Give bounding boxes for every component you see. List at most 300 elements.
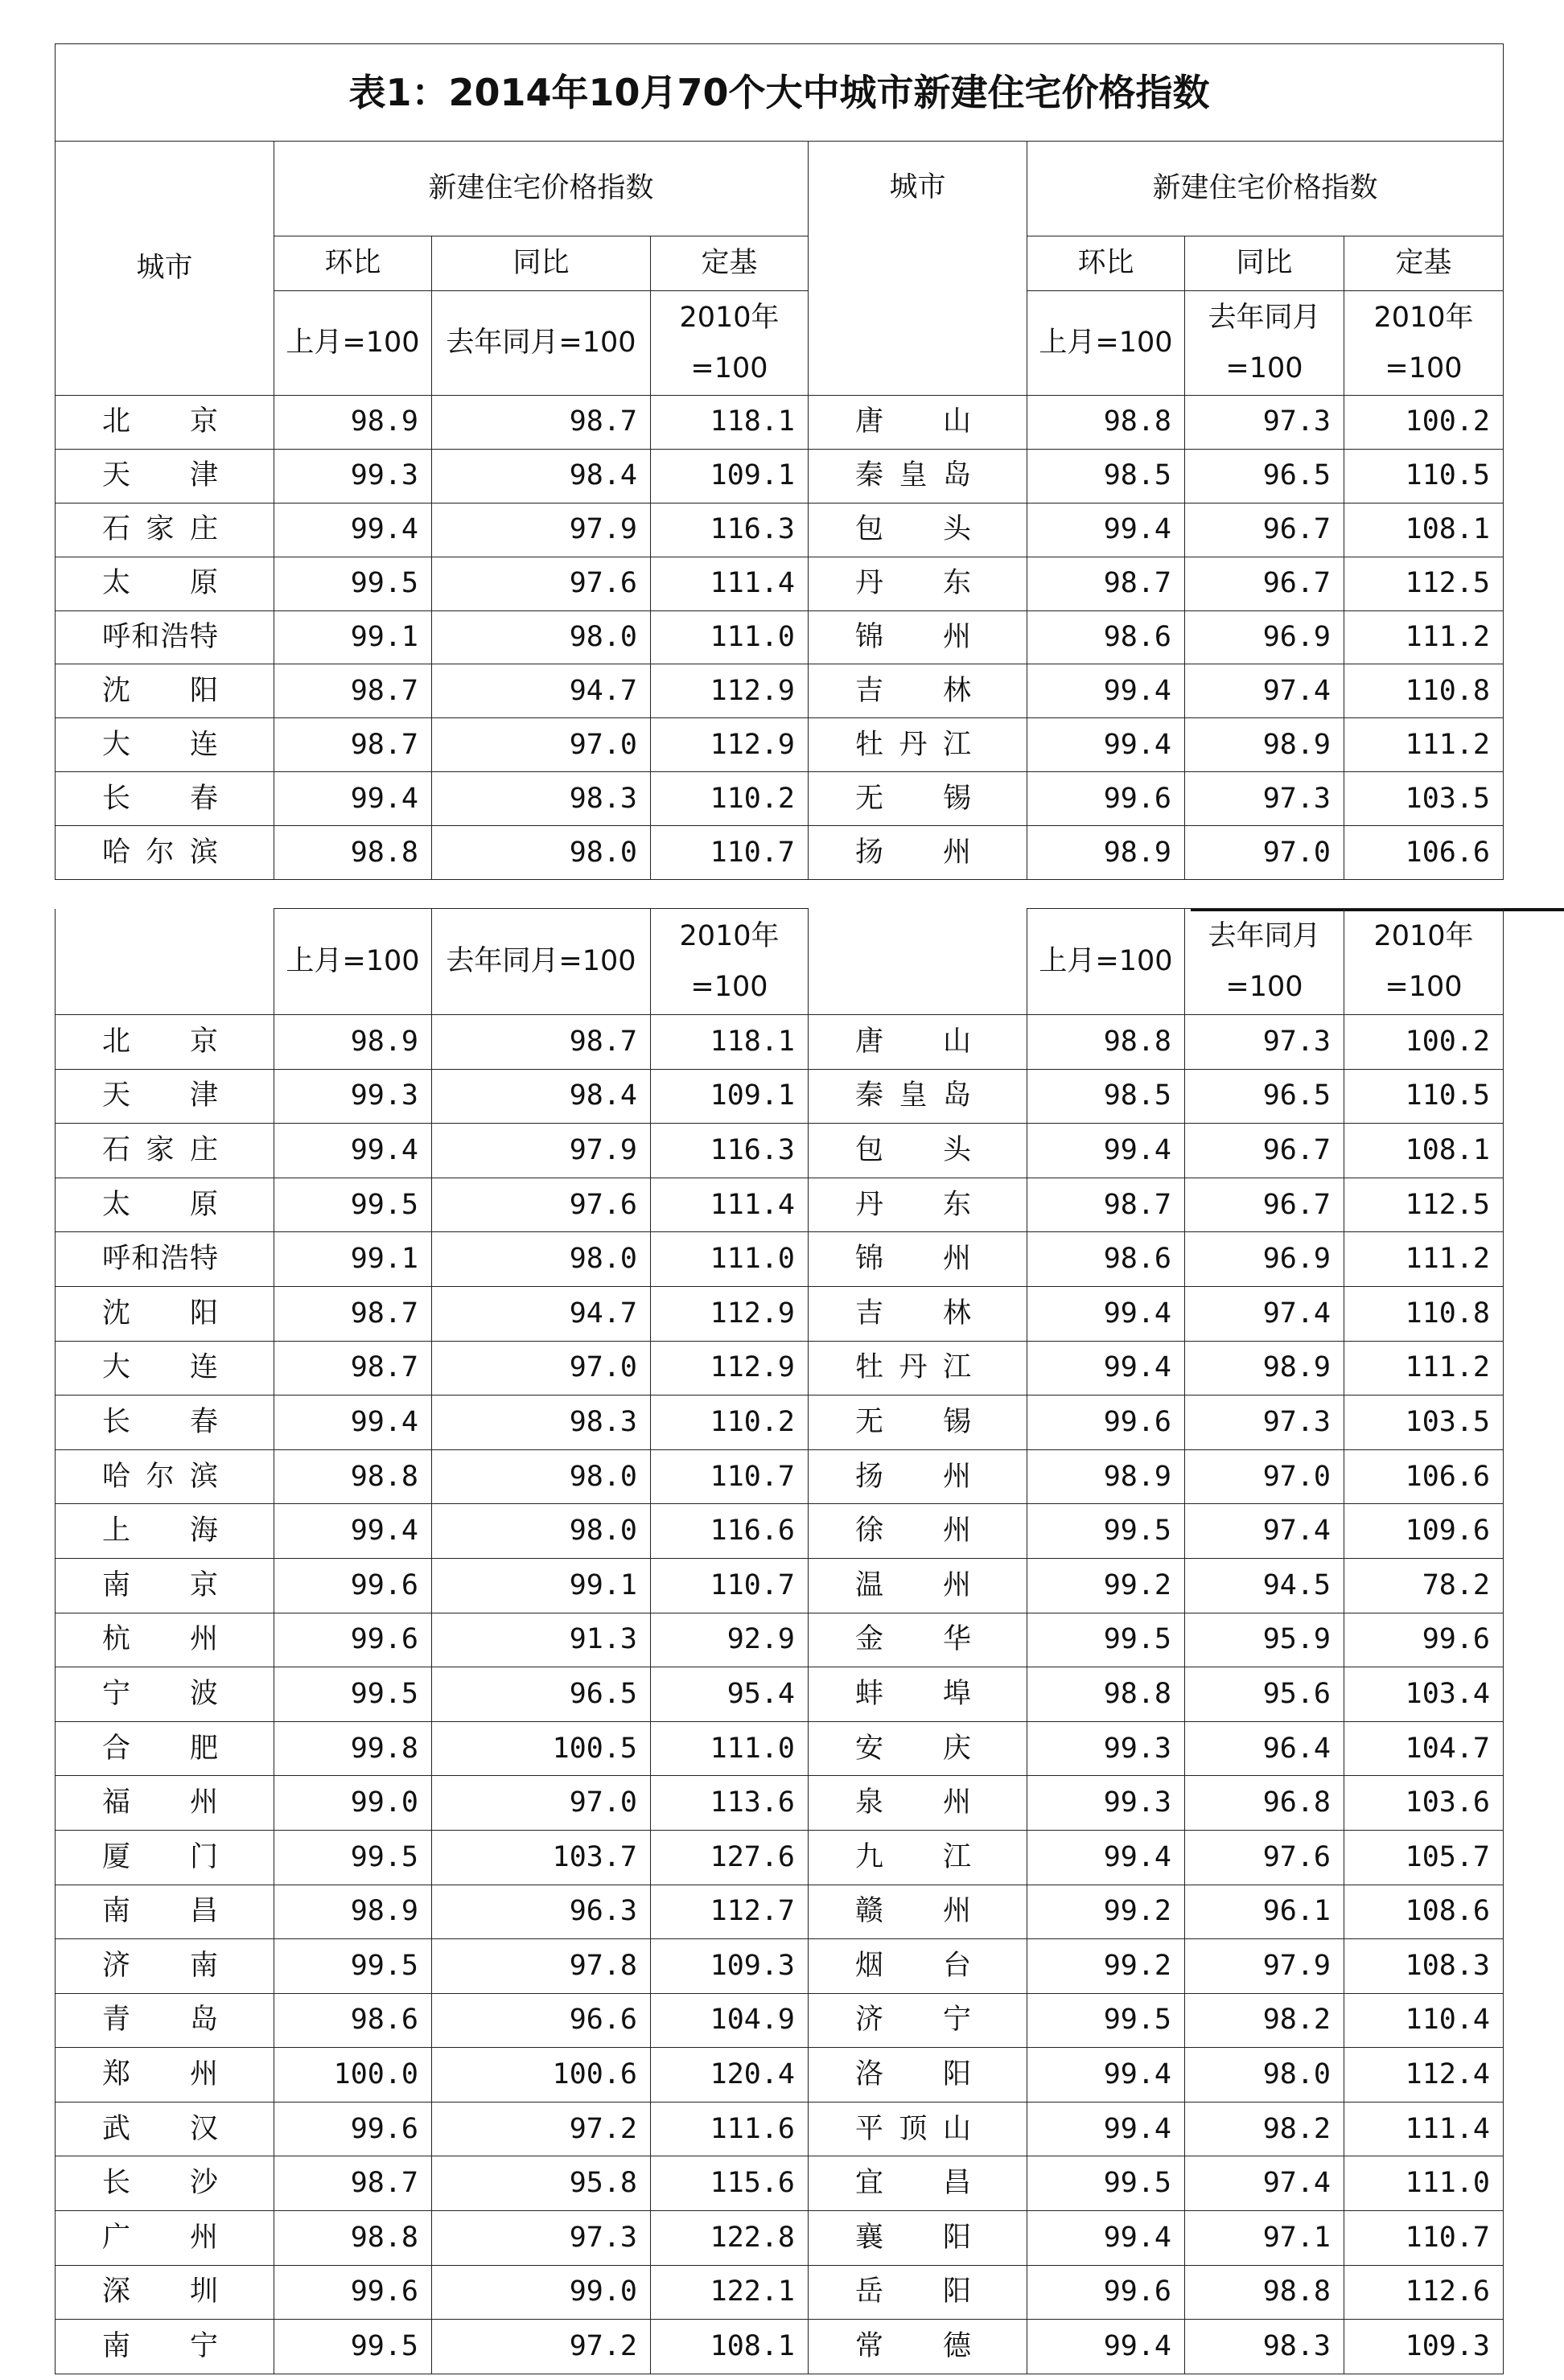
yoy-value-right: 97.4 <box>1185 2156 1344 2211</box>
city-name-right: 平 顶 山 <box>809 2102 1027 2156</box>
base-value-right: 100.2 <box>1344 1015 1504 1070</box>
yoy-value-right: 95.6 <box>1185 1667 1344 1722</box>
mom-value: 98.7 <box>274 1286 432 1341</box>
city-name: 上 海 <box>56 1504 274 1559</box>
base-header-right: 定基 <box>1344 236 1504 291</box>
mom-value-right: 98.6 <box>1027 1232 1185 1287</box>
yoy-value-right: 98.2 <box>1185 2102 1344 2156</box>
base-value: 118.1 <box>651 396 809 450</box>
city-name: 石 家 庄 <box>56 503 274 557</box>
base-value: 113.6 <box>651 1776 809 1831</box>
mom-value-right: 98.5 <box>1027 449 1185 503</box>
base-value: 120.4 <box>651 2048 809 2103</box>
yoy-value: 97.6 <box>432 557 651 610</box>
yoy-value-right: 97.1 <box>1185 2211 1344 2266</box>
table-row <box>56 1449 1504 1504</box>
city-name: 呼 和 浩 特 <box>56 1232 274 1287</box>
city-name-right: 洛 阳 <box>809 2048 1027 2103</box>
city-name-right: 包 头 <box>809 503 1027 557</box>
city-name-right: 包 头 <box>809 1124 1027 1178</box>
city-header-right: 城市 <box>809 142 1027 396</box>
base-value-right: 110.5 <box>1344 449 1504 503</box>
base-value-right: 111.0 <box>1344 2156 1504 2211</box>
yoy-value-right: 95.9 <box>1185 1613 1344 1667</box>
table-row <box>56 1124 1504 1178</box>
base-value-right: 110.5 <box>1344 1069 1504 1124</box>
mom-value: 98.9 <box>274 1015 432 1070</box>
mom-value: 99.0 <box>274 1776 432 1831</box>
mom-value: 98.6 <box>274 1993 432 2048</box>
mom-value-right: 99.6 <box>1027 772 1185 826</box>
yoy-value: 97.0 <box>432 1341 651 1396</box>
yoy-value-right: 97.3 <box>1185 1396 1344 1450</box>
yoy-value-right: 98.2 <box>1185 1993 1344 2048</box>
base-value: 112.9 <box>651 718 809 772</box>
yoy-value-right: 97.4 <box>1185 1504 1344 1559</box>
city-name-right: 锦 州 <box>809 1232 1027 1287</box>
yoy-value: 100.5 <box>432 1721 651 1776</box>
mom-value: 98.7 <box>274 664 432 718</box>
base-value-right: 109.3 <box>1344 2320 1504 2374</box>
base-value-right: 103.5 <box>1344 772 1504 826</box>
price-index-table-bottom <box>55 908 1504 2374</box>
yoy-value: 97.3 <box>432 2211 651 2266</box>
city-name: 沈 阳 <box>56 664 274 718</box>
base-value: 110.7 <box>651 826 809 880</box>
base-value: 92.9 <box>651 1613 809 1667</box>
mom-value: 99.4 <box>274 1124 432 1178</box>
mom-value-right: 99.4 <box>1027 664 1185 718</box>
base-value: 127.6 <box>651 1830 809 1885</box>
yoy-base-label-right: 去年同月 =100 <box>1185 291 1344 396</box>
yoy-value: 97.6 <box>432 1178 651 1232</box>
mom-value: 99.6 <box>274 2265 432 2320</box>
base-value-right: 112.5 <box>1344 557 1504 610</box>
base-header: 定基 <box>651 236 809 291</box>
table-row <box>56 1341 1504 1396</box>
city-name: 哈 尔 滨 <box>56 1449 274 1504</box>
fixed-base-label-right: 2010年 =100 <box>1344 291 1504 396</box>
yoy-value: 98.0 <box>432 610 651 664</box>
mom-value-right: 98.5 <box>1027 1069 1185 1124</box>
base-value: 112.9 <box>651 664 809 718</box>
yoy-value-right: 96.7 <box>1185 1124 1344 1178</box>
yoy-value-right: 97.3 <box>1185 1015 1344 1070</box>
yoy-value-right: 96.5 <box>1185 449 1344 503</box>
mom-value: 98.9 <box>274 1885 432 1939</box>
table-row <box>56 503 1504 557</box>
table-row <box>56 772 1504 826</box>
mom-value: 99.3 <box>274 449 432 503</box>
yoy-value: 91.3 <box>432 1613 651 1667</box>
base-value-right: 106.6 <box>1344 1449 1504 1504</box>
table-row <box>56 1667 1504 1722</box>
table-title: 表1：2014年10月70个大中城市新建住宅价格指数 <box>56 44 1504 142</box>
city-name-right: 烟 台 <box>809 1939 1027 1994</box>
base-value-right: 112.5 <box>1344 1178 1504 1232</box>
table-row <box>56 2102 1504 2156</box>
base-value-right: 111.2 <box>1344 610 1504 664</box>
city-name-right: 泉 州 <box>809 1776 1027 1831</box>
table-row <box>56 1178 1504 1232</box>
city-name-right: 徐 州 <box>809 1504 1027 1559</box>
table-row <box>56 1396 1504 1450</box>
mom-value-right: 99.2 <box>1027 1885 1185 1939</box>
city-name-right: 牡 丹 江 <box>809 718 1027 772</box>
table-row <box>56 1613 1504 1667</box>
mom-header-right: 环比 <box>1027 236 1185 291</box>
mom-value: 99.5 <box>274 1667 432 1722</box>
yoy-value-right: 97.6 <box>1185 1830 1344 1885</box>
mom-value: 99.6 <box>274 1613 432 1667</box>
yoy-value-right: 98.3 <box>1185 2320 1344 2374</box>
price-index-table-top <box>55 43 1504 880</box>
city-name-right: 唐 山 <box>809 396 1027 450</box>
base-value: 109.1 <box>651 1069 809 1124</box>
mom-value-right: 99.4 <box>1027 1124 1185 1178</box>
table-row <box>56 1776 1504 1831</box>
yoy-value-right: 96.5 <box>1185 1069 1344 1124</box>
yoy-value-right: 96.9 <box>1185 1232 1344 1287</box>
base-value: 112.7 <box>651 1885 809 1939</box>
mom-value-right: 99.3 <box>1027 1721 1185 1776</box>
base-value-right: 104.7 <box>1344 1721 1504 1776</box>
city-name-right: 吉 林 <box>809 664 1027 718</box>
city-name: 南 宁 <box>56 2320 274 2374</box>
table-row <box>56 664 1504 718</box>
yoy-value-right: 98.8 <box>1185 2265 1344 2320</box>
base-value: 111.0 <box>651 1232 809 1287</box>
base-value-right: 103.6 <box>1344 1776 1504 1831</box>
city-name-right: 金 华 <box>809 1613 1027 1667</box>
table-row <box>56 2048 1504 2103</box>
mom-value-right: 99.6 <box>1027 1396 1185 1450</box>
table-row <box>56 610 1504 664</box>
yoy-value-right: 98.9 <box>1185 718 1344 772</box>
city-name: 石 家 庄 <box>56 1124 274 1178</box>
mom-base-label-right: 上月=100 <box>1027 291 1185 396</box>
mom-value: 99.3 <box>274 1069 432 1124</box>
city-name-right: 扬 州 <box>809 1449 1027 1504</box>
mom-value: 99.4 <box>274 1396 432 1450</box>
mom-value-right: 99.4 <box>1027 503 1185 557</box>
yoy-value: 99.1 <box>432 1558 651 1613</box>
yoy-value-right: 97.3 <box>1185 396 1344 450</box>
base-value: 104.9 <box>651 1993 809 2048</box>
city-name: 宁 波 <box>56 1667 274 1722</box>
base-value: 110.2 <box>651 1396 809 1450</box>
table-row <box>56 1069 1504 1124</box>
yoy-value-right: 97.0 <box>1185 826 1344 880</box>
city-name: 哈 尔 滨 <box>56 826 274 880</box>
base-value-right: 103.5 <box>1344 1396 1504 1450</box>
city-name-right: 丹 东 <box>809 1178 1027 1232</box>
table-row <box>56 396 1504 450</box>
city-header: 城市 <box>56 142 274 396</box>
city-name: 合 肥 <box>56 1721 274 1776</box>
city-name-right: 无 锡 <box>809 1396 1027 1450</box>
table-row <box>56 1015 1504 1070</box>
mom-value: 99.6 <box>274 2102 432 2156</box>
mom-value: 99.5 <box>274 1178 432 1232</box>
base-value-right: 105.7 <box>1344 1830 1504 1885</box>
yoy-value: 98.3 <box>432 1396 651 1450</box>
yoy-value-right: 97.4 <box>1185 664 1344 718</box>
mom-value: 99.5 <box>274 2320 432 2374</box>
yoy-value: 98.0 <box>432 1449 651 1504</box>
yoy-value: 98.3 <box>432 772 651 826</box>
base-value: 111.6 <box>651 2102 809 2156</box>
yoy-value: 98.7 <box>432 1015 651 1070</box>
table-row <box>56 2320 1504 2374</box>
mom-value: 98.9 <box>274 396 432 450</box>
base-value: 116.6 <box>651 1504 809 1559</box>
base-value-right: 110.8 <box>1344 664 1504 718</box>
base-value-right: 108.1 <box>1344 503 1504 557</box>
yoy-value: 98.4 <box>432 449 651 503</box>
table-row <box>56 1232 1504 1287</box>
table-row <box>56 449 1504 503</box>
yoy-value: 100.6 <box>432 2048 651 2103</box>
yoy-value-right: 94.5 <box>1185 1558 1344 1613</box>
table-row <box>56 1558 1504 1613</box>
base-value-right: 109.6 <box>1344 1504 1504 1559</box>
base-value: 110.7 <box>651 1449 809 1504</box>
yoy-value-right: 96.7 <box>1185 557 1344 610</box>
city-name-right: 无 锡 <box>809 772 1027 826</box>
table-row <box>56 1504 1504 1559</box>
base-value: 111.0 <box>651 1721 809 1776</box>
yoy-value: 96.3 <box>432 1885 651 1939</box>
base-value: 109.3 <box>651 1939 809 1994</box>
mom-value-right: 99.2 <box>1027 1558 1185 1613</box>
mom-value: 98.8 <box>274 1449 432 1504</box>
table-row <box>56 718 1504 772</box>
yoy-value: 94.7 <box>432 664 651 718</box>
yoy-value-right: 96.9 <box>1185 610 1344 664</box>
mom-value-right: 98.8 <box>1027 1015 1185 1070</box>
yoy-value-right: 96.7 <box>1185 1178 1344 1232</box>
mom-value: 100.0 <box>274 2048 432 2103</box>
mom-value: 98.8 <box>274 826 432 880</box>
mom-value: 99.4 <box>274 503 432 557</box>
mom-value-right: 99.4 <box>1027 718 1185 772</box>
base-value-right: 110.7 <box>1344 2211 1504 2266</box>
base-value-right: 108.6 <box>1344 1885 1504 1939</box>
city-name-right: 宜 昌 <box>809 2156 1027 2211</box>
base-value: 110.7 <box>651 1558 809 1613</box>
base-value: 111.4 <box>651 1178 809 1232</box>
city-name-right: 常 德 <box>809 2320 1027 2374</box>
yoy-value-right: 98.0 <box>1185 2048 1344 2103</box>
yoy-value: 99.0 <box>432 2265 651 2320</box>
mom-value: 99.4 <box>274 772 432 826</box>
base-value-right: 110.8 <box>1344 1286 1504 1341</box>
mom-value-right: 99.4 <box>1027 1286 1185 1341</box>
yoy-base-label: 去年同月=100 <box>432 291 651 396</box>
city-name-right: 赣 州 <box>809 1885 1027 1939</box>
yoy-value-right: 97.0 <box>1185 1449 1344 1504</box>
city-name: 郑 州 <box>56 2048 274 2103</box>
mom-value-right: 99.4 <box>1027 2102 1185 2156</box>
base-value-right: 112.4 <box>1344 2048 1504 2103</box>
city-name: 长 沙 <box>56 2156 274 2211</box>
index-group-header: 新建住宅价格指数 <box>274 142 809 236</box>
base-value-right: 108.3 <box>1344 1939 1504 1994</box>
mom-value: 98.8 <box>274 2211 432 2266</box>
city-name: 大 连 <box>56 718 274 772</box>
city-name: 福 州 <box>56 1776 274 1831</box>
yoy-value-right: 98.9 <box>1185 1341 1344 1396</box>
mom-value-right: 99.5 <box>1027 2156 1185 2211</box>
table-row <box>56 1286 1504 1341</box>
yoy-base-label: 去年同月=100 <box>432 909 651 1015</box>
city-name-right: 蚌 埠 <box>809 1667 1027 1722</box>
city-name: 深 圳 <box>56 2265 274 2320</box>
city-name: 杭 州 <box>56 1613 274 1667</box>
mom-base-label-right: 上月=100 <box>1027 909 1185 1015</box>
base-value-right: 111.2 <box>1344 718 1504 772</box>
base-value: 112.9 <box>651 1341 809 1396</box>
mom-value-right: 98.7 <box>1027 1178 1185 1232</box>
mom-value-right: 99.5 <box>1027 1504 1185 1559</box>
base-value: 112.9 <box>651 1286 809 1341</box>
mom-header: 环比 <box>274 236 432 291</box>
base-value-right: 110.4 <box>1344 1993 1504 2048</box>
yoy-value: 98.7 <box>432 396 651 450</box>
yoy-base-label-right: 去年同月 =100 <box>1185 909 1344 1015</box>
city-name-right: 锦 州 <box>809 610 1027 664</box>
city-name-right: 吉 林 <box>809 1286 1027 1341</box>
city-name: 天 津 <box>56 1069 274 1124</box>
base-value-right: 106.6 <box>1344 826 1504 880</box>
mom-value-right: 99.2 <box>1027 1939 1185 1994</box>
base-value: 111.0 <box>651 610 809 664</box>
mom-value-right: 99.5 <box>1027 1613 1185 1667</box>
mom-value-right: 98.7 <box>1027 557 1185 610</box>
base-value: 95.4 <box>651 1667 809 1722</box>
mom-value-right: 99.3 <box>1027 1776 1185 1831</box>
city-name: 济 南 <box>56 1939 274 1994</box>
city-name-right: 秦 皇 岛 <box>809 449 1027 503</box>
base-value: 122.8 <box>651 2211 809 2266</box>
top-table-region <box>0 0 1564 908</box>
city-name: 北 京 <box>56 396 274 450</box>
city-name: 厦 门 <box>56 1830 274 1885</box>
mom-value-right: 99.5 <box>1027 1993 1185 2048</box>
city-name: 长 春 <box>56 772 274 826</box>
yoy-header-right: 同比 <box>1185 236 1344 291</box>
city-name: 南 京 <box>56 1558 274 1613</box>
mom-value-right: 98.8 <box>1027 1667 1185 1722</box>
mom-value: 99.4 <box>274 1504 432 1559</box>
mom-value: 98.7 <box>274 2156 432 2211</box>
base-value: 111.4 <box>651 557 809 610</box>
base-value-right: 112.6 <box>1344 2265 1504 2320</box>
city-name-right: 襄 阳 <box>809 2211 1027 2266</box>
yoy-value: 98.4 <box>432 1069 651 1124</box>
city-name-right: 济 宁 <box>809 1993 1027 2048</box>
city-name-right: 安 庆 <box>809 1721 1027 1776</box>
base-value-right: 99.6 <box>1344 1613 1504 1667</box>
base-value: 115.6 <box>651 2156 809 2211</box>
base-value: 110.2 <box>651 772 809 826</box>
mom-value: 99.6 <box>274 1558 432 1613</box>
mom-value: 99.1 <box>274 610 432 664</box>
city-name: 太 原 <box>56 1178 274 1232</box>
base-value: 116.3 <box>651 503 809 557</box>
yoy-value: 95.8 <box>432 2156 651 2211</box>
mom-value: 98.7 <box>274 718 432 772</box>
city-header-blank <box>56 909 274 1015</box>
base-value: 118.1 <box>651 1015 809 1070</box>
mom-value-right: 99.4 <box>1027 1830 1185 1885</box>
city-name-right: 九 江 <box>809 1830 1027 1885</box>
city-name-right: 扬 州 <box>809 826 1027 880</box>
base-value: 109.1 <box>651 449 809 503</box>
yoy-value: 98.0 <box>432 826 651 880</box>
yoy-value-right: 97.3 <box>1185 772 1344 826</box>
city-name: 大 连 <box>56 1341 274 1396</box>
yoy-header: 同比 <box>432 236 651 291</box>
city-name: 长 春 <box>56 1396 274 1450</box>
mom-value-right: 99.4 <box>1027 1341 1185 1396</box>
mom-value-right: 98.6 <box>1027 610 1185 664</box>
mom-value-right: 99.4 <box>1027 2048 1185 2103</box>
table-row <box>56 1939 1504 1994</box>
mom-value: 99.5 <box>274 557 432 610</box>
city-header-blank-right <box>809 909 1027 1015</box>
yoy-value: 96.5 <box>432 1667 651 1722</box>
yoy-value-right: 96.7 <box>1185 503 1344 557</box>
yoy-value-right: 97.4 <box>1185 1286 1344 1341</box>
mom-value: 99.5 <box>274 1939 432 1994</box>
city-name: 青 岛 <box>56 1993 274 2048</box>
yoy-value: 98.0 <box>432 1504 651 1559</box>
yoy-value-right: 96.1 <box>1185 1885 1344 1939</box>
yoy-value: 97.0 <box>432 1776 651 1831</box>
yoy-value: 97.9 <box>432 503 651 557</box>
yoy-value: 94.7 <box>432 1286 651 1341</box>
city-name-right: 温 州 <box>809 1558 1027 1613</box>
mom-value-right: 99.4 <box>1027 2320 1185 2374</box>
city-name: 武 汉 <box>56 2102 274 2156</box>
city-name-right: 秦 皇 岛 <box>809 1069 1027 1124</box>
table-row <box>56 2211 1504 2266</box>
mom-value-right: 99.4 <box>1027 2211 1185 2266</box>
mom-base-label: 上月=100 <box>274 291 432 396</box>
base-value-right: 100.2 <box>1344 396 1504 450</box>
yoy-value-right: 96.8 <box>1185 1776 1344 1831</box>
city-name: 天 津 <box>56 449 274 503</box>
mom-value: 98.7 <box>274 1341 432 1396</box>
yoy-value: 103.7 <box>432 1830 651 1885</box>
city-name-right: 牡 丹 江 <box>809 1341 1027 1396</box>
index-group-header-right: 新建住宅价格指数 <box>1027 142 1504 236</box>
mom-value: 99.1 <box>274 1232 432 1287</box>
base-value: 108.1 <box>651 2320 809 2374</box>
fixed-base-label: 2010年 =100 <box>651 909 809 1015</box>
base-value-right: 111.2 <box>1344 1232 1504 1287</box>
yoy-value: 98.0 <box>432 1232 651 1287</box>
city-name: 北 京 <box>56 1015 274 1070</box>
yoy-value: 96.6 <box>432 1993 651 2048</box>
base-value-right: 111.4 <box>1344 2102 1504 2156</box>
base-value: 122.1 <box>651 2265 809 2320</box>
mom-value-right: 98.9 <box>1027 1449 1185 1504</box>
city-name: 呼 和 浩 特 <box>56 610 274 664</box>
table-row <box>56 2156 1504 2211</box>
